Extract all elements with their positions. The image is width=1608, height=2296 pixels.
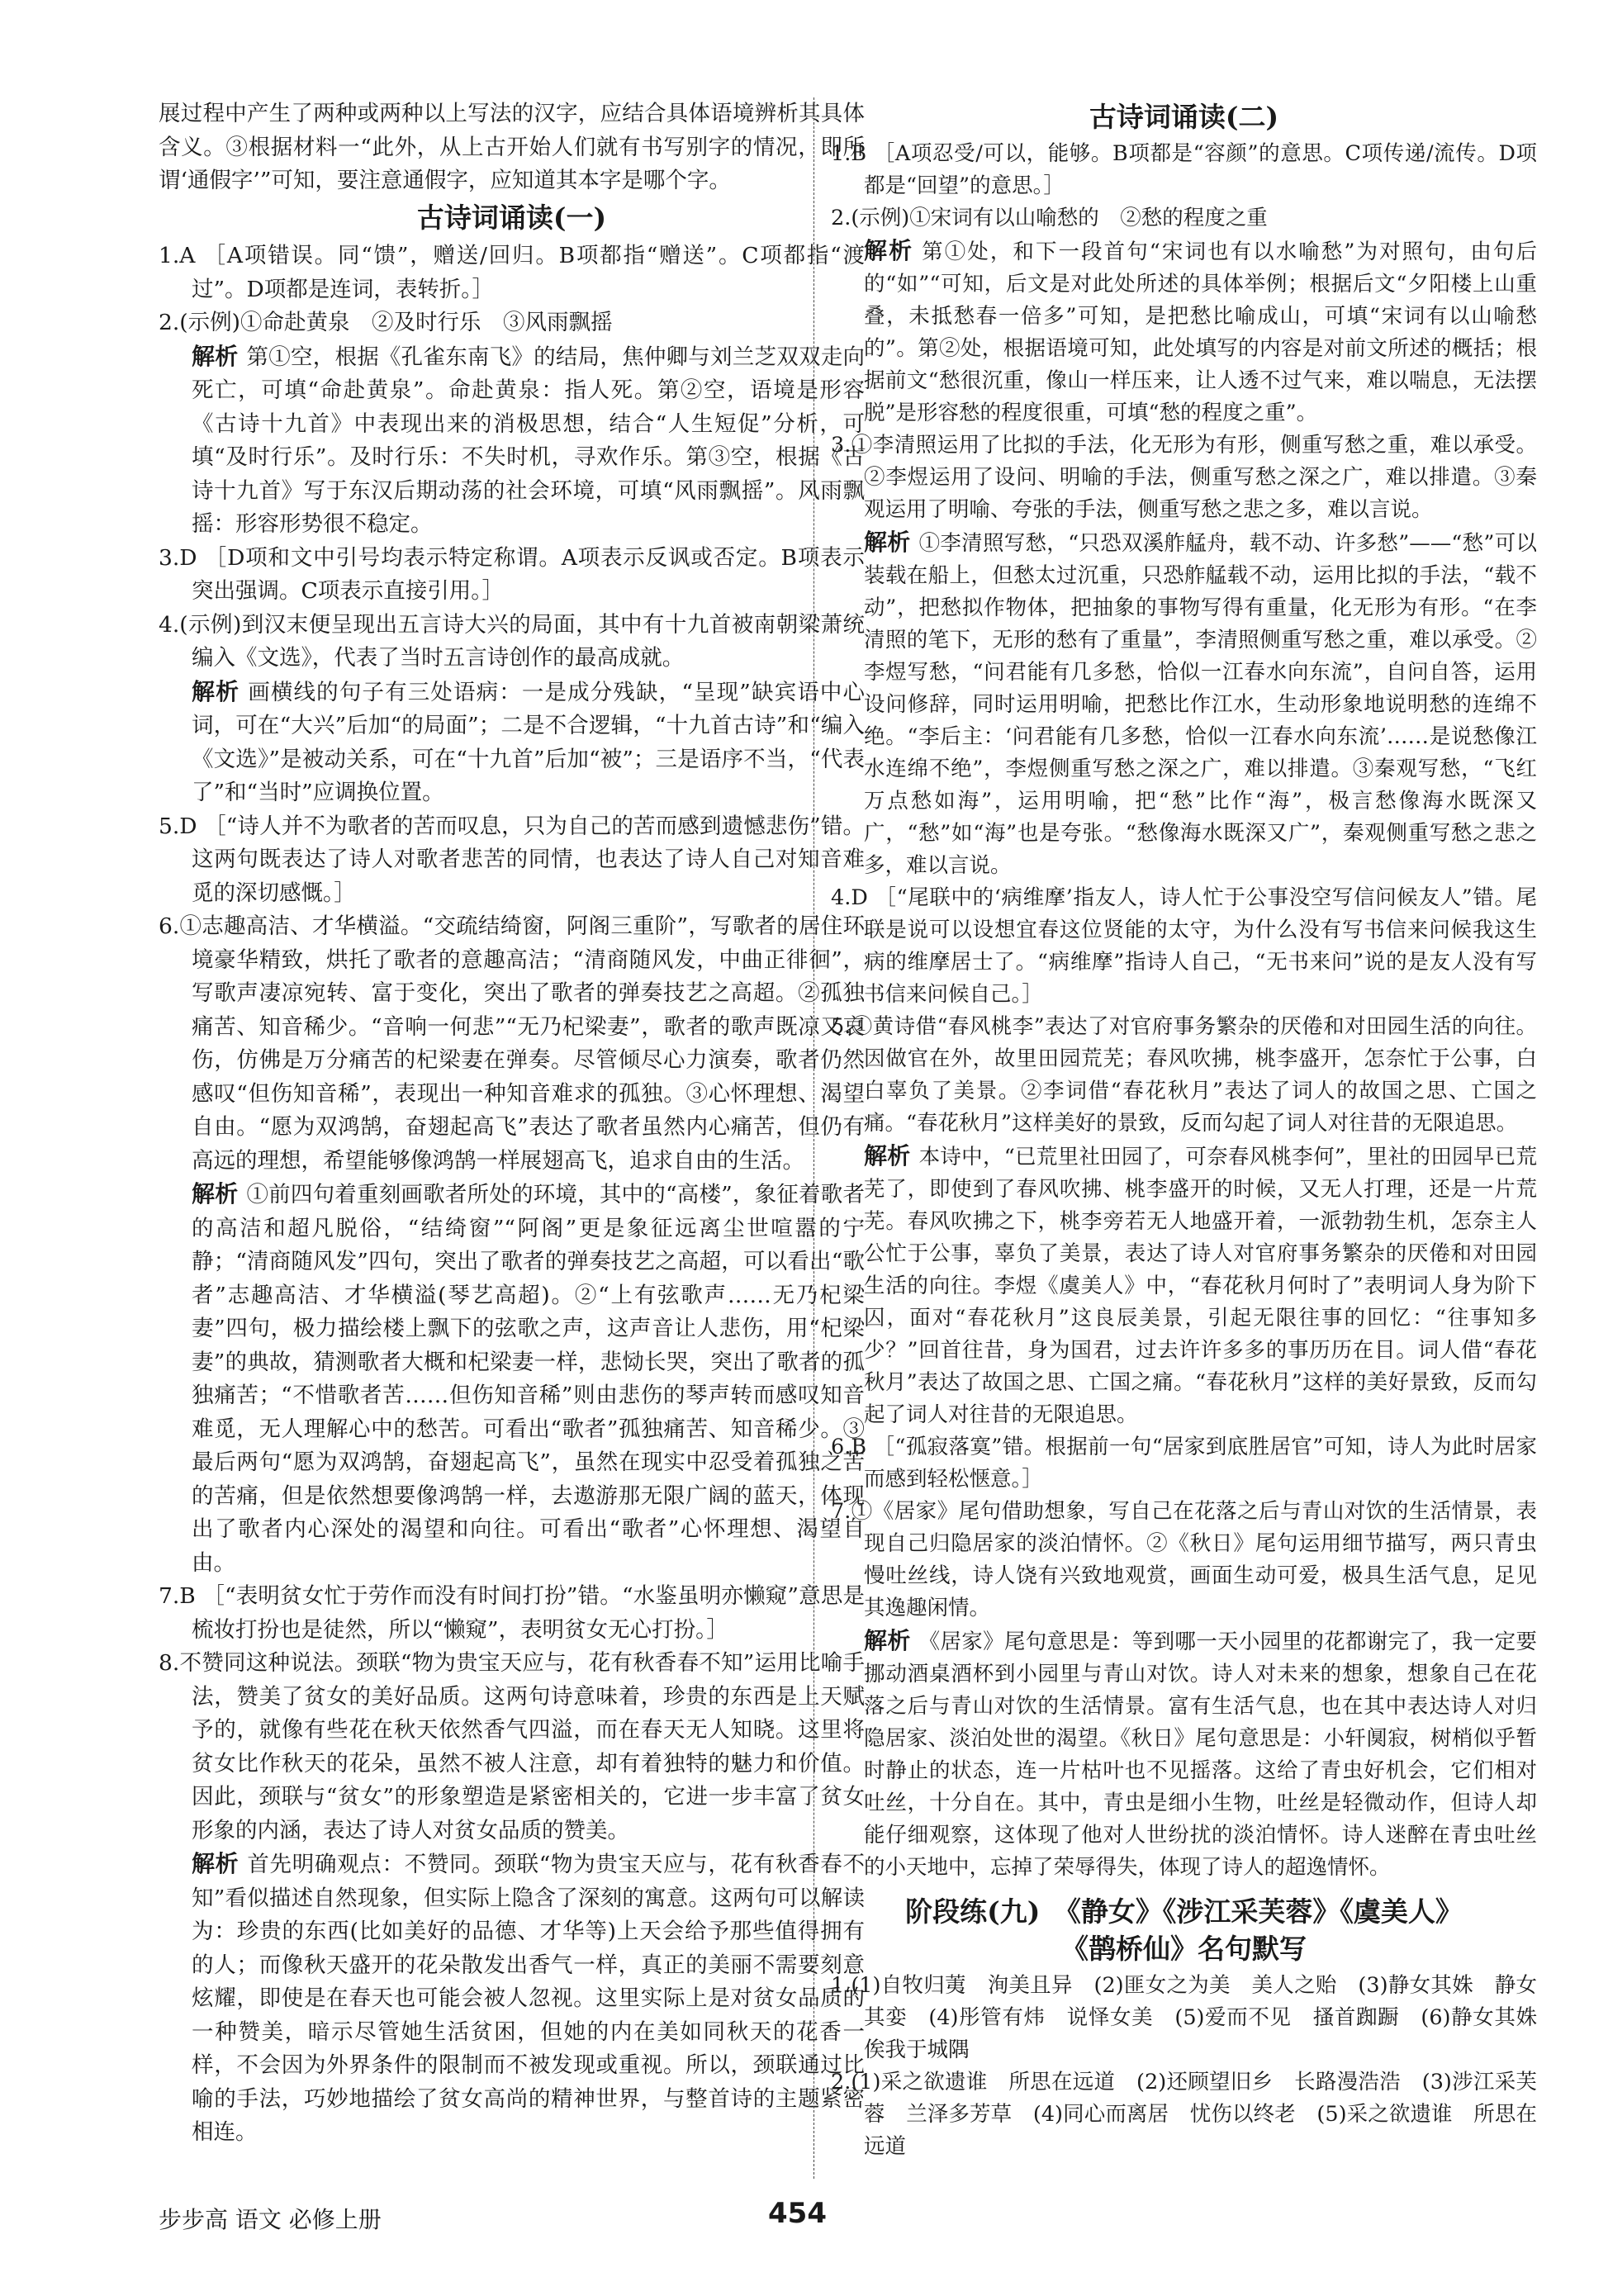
answer-item: 4.(示例)到汉末便呈现出五言诗大兴的局面，其中有十九首被南朝梁萧统编入《文选》，代表了当时五言诗创作的最高成就。	[159, 611, 865, 671]
analysis-paragraph	[159, 676, 865, 810]
analysis-text: 本诗中，“已荒里社田园了，可奈春风桃李何”，里社的田园早已荒芜了，即使到了春风吹拂、桃李盛开的时候，又无人打理，还是一片荒芜。春风吹拂之下，桃李旁若无人地盛开着，一派勃勃生机，怎奈主人公忙于公事，辜负了美景，表达了诗人对官府事务繁杂的厌倦和对田园生活的向往。李煜《虞美人》中，“春花秋月何时了”表明词人身为阶下囚，面对“春花秋月”这良辰美景，引起无限往事的回忆：“往事知多少？”回首往昔，身为国君，过去许许多多的事历历在目。词人借“春花秋月”表达了故国之思、亡国之痛。“春花秋月”这样的美好景致，反而勾起了词人对往昔的无限追思。	[864, 1145, 1537, 1427]
answer-item: 6.①志趣高洁、才华横溢。“交疏结绮窗，阿阁三重阶”，写歌者的居住环境豪华精致，烘托了歌者的意趣高洁；“清商随风发，中曲正徘徊”，写歌声凄凉宛转、富于变化，突出了歌者的弹奏技艺之高超。②孤独痛苦、知音稀少。“音响一何悲”“无乃杞梁妻”，歌者的歌声既凉又哀伤，仿佛是万分痛苦的杞梁妻在弹奏。尽管倾尽心力演奏，歌者仍然感叹“但伤知音稀”，表现出一种知音难求的孤独。③心怀理想、渴望自由。“愿为双鸿鹄，奋翅起高飞”表达了歌者虽然内心痛苦，但仍有高远的理想，希望能够像鸿鹄一样展翅高飞，追求自由的生活。	[159, 913, 865, 1174]
left-answer-list	[159, 240, 865, 2150]
column-divider	[813, 97, 814, 2179]
analysis-text: 第①处，和下一段首句“宋词也有以水喻愁”为对照句，由句后的“如”“可知，后文是对此处所述的具体举例；根据后文“夕阳楼上山重叠，未抵愁春一倍多”可知，是把愁比喻成山，可填“宋词有以山喻愁的”。第②处，根据语境可知，此处填写的内容是对前文所述的概括；根据前文“愁很沉重，像山一样压来，让人透不过气来，难以喘息，无法摆脱”是形容愁的程度很重，可填“愁的程度之重”。	[864, 240, 1537, 425]
analysis-label: 解析	[192, 1850, 240, 1877]
analysis-text: 画横线的句子有三处语病：一是成分残缺，“呈现”缺宾语中心词，可在“大兴”后加“的局面”；二是不合逻辑，“十九首古诗”和“编入《文选》”是被动关系，可在“十九首”后加“被”；三是语序不当，“代表了”和“当时”应调换位置。	[192, 679, 865, 805]
analysis-paragraph	[159, 340, 865, 542]
analysis-label: 解析	[864, 1627, 911, 1654]
stage-title: 阶段练(九) 《静女》《涉江采芙蓉》《虞美人》	[905, 1895, 1463, 1928]
answer-item: 7.①《居家》尾句借助想象，写自己在花落之后与青山对饮的生活情景，表现自己归隐居家的淡泊情怀。②《秋日》尾句运用细节描写，两只青虫慢吐丝线，诗人饶有兴致地观赏，画面生动可爱，极具生活气息，足见其逸趣闲情。	[831, 1499, 1537, 1620]
answer-item: 3.D ［D项和文中引号均表示特定称谓。A项表示反讽或否定。B项表示突出强调。C项表示直接引用。］	[159, 544, 865, 604]
analysis-paragraph	[831, 526, 1537, 882]
analysis-text: ①李清照写愁，“只恐双溪舴艋舟，载不动、许多愁”——“愁”可以装载在船上，但愁太过沉重，只恐舴艋载不动，运用比拟的手法，“载不动”，把愁拟作物体，把抽象的事物写得有重量，化无形为有形。“在李清照的笔下，无形的愁有了重量”，李清照侧重写愁之重，难以承受。②李煜写愁，“问君能有几多愁，恰似一江春水向东流”，自问自答，运用设问修辞，同时运用明喻，把愁比作江水，生动形象地说明愁的连绵不绝。“李后主：‘问君能有几多愁，恰似一江春水向东流’……是说愁像江水连绵不绝”，李煜侧重写愁之深之广，难以排遣。③秦观写愁，“飞红万点愁如海”，运用明喻，把“愁”比作“海”，极言愁像海水既深又广，“愁”如“海”也是夸张。“愁像海水既深又广”，秦观侧重写愁之悲之多，难以言说。	[864, 531, 1537, 878]
analysis-text: 首先明确观点：不赞同。颈联“物为贵宝天应与，花有秋香春不知”看似描述自然现象，但实际上隐含了深刻的寓意。这两句可以解读为：珍贵的东西(比如美好的品德、才华等)上天会给予那些值得拥有的人；而像秋天盛开的花朵散发出香气一样，真正的美丽不需要刻意炫耀，即使是在春天也可能会被人忽视。这里实际上是对贫女品质的一种赞美，暗示尽管她生活贫困，但她的内在美如同秋天的花香一样，不会因为外界条件的限制而不被发现或重视。所以，颈联通过比喻的手法，巧妙地描绘了贫女高尚的精神世界，与整首诗的主题紧密相连。	[192, 1852, 865, 2145]
analysis-text: 第①空，根据《孔雀东南飞》的结局，焦仲卿与刘兰芝双双走向死亡，可填“命赴黄泉”。命赴黄泉：指人死。第②空，语境是形容《古诗十九首》中表现出来的消极思想，结合“人生短促”分析，可填“及时行乐”。及时行乐：不失时机，寻欢作乐。第③空，根据《古诗十九首》写于东汉后期动荡的社会环境，可填“风雨飘摇”。风雨飘摇：形容形势很不稳定。	[192, 344, 865, 537]
page-number: 454	[768, 2197, 827, 2230]
answer-item: 2.(示例)①命赴黄泉 ②及时行乐 ③风雨飘摇	[159, 310, 613, 335]
answer-item: 1.B ［A项忍受/可以，能够。B项都是“容颜”的意思。C项传递/流传。D项都是“回望”的意思。］	[831, 141, 1537, 198]
answer-item: 3.①李清照运用了比拟的手法，化无形为有形，侧重写愁之重，难以承受。②李煜运用了设问、明喻的手法，侧重写愁之深之广，难以排遣。③秦观运用了明喻、夸张的手法，侧重写愁之悲之多，难以言说。	[831, 433, 1537, 522]
section-title-1: 古诗词诵读(一)	[416, 201, 607, 234]
intro-paragraph: 展过程中产生了两种或两种以上写法的汉字，应结合具体语境辨析其具体含义。③根据材料一“此外，从上古开始人们就有书写别字的情况，即所谓‘通假字’”可知，要注意通假字，应知道其本字是哪个字。	[159, 101, 865, 193]
analysis-label: 解析	[864, 237, 914, 264]
right-column	[831, 97, 1558, 2163]
answer-item: 4.D ［“尾联中的‘病维摩’指友人，诗人忙于公事没空写信问候友人”错。尾联是说可以设想宜春这位贤能的太守，为什么没有写书信来问候我这生病的维摩居士了。“病维摩”指诗人自己，“无书来问”说的是友人没有写书信来问候自己。］	[831, 885, 1537, 1007]
answer-item: 8.不赞同这种说法。颈联“物为贵宝天应与，花有秋香春不知”运用比喻手法，赞美了贫女的美好品质。这两句诗意味着，珍贵的东西是上天赋予的，就像有些花在秋天依然香气四溢，而在春天无人知晓。这里将贫女比作秋天的花朵，虽然不被人注意，却有着独特的魅力和价值。因此，颈联与“贫女”的形象塑造是紧密相关的，它进一步丰富了贫女形象的内涵，表达了诗人对贫女品质的赞美。	[159, 1650, 865, 1843]
analysis-label: 解析	[192, 342, 239, 370]
analysis-label: 解析	[864, 1142, 911, 1169]
analysis-label: 解析	[192, 1180, 239, 1207]
answer-item: 5.D ［“诗人并不为歌者的苦而叹息，只为自己的苦而感到遗憾悲伤”错。这两句既表达了诗人对歌者悲苦的同情，也表达了诗人自己对知音难觅的深切感慨。］	[159, 813, 865, 906]
answer-item: 5.①黄诗借“春风桃李”表达了对官府事务繁杂的厌倦和对田园生活的向往。因做官在外，故里田园荒芜；春风吹拂，桃李盛开，怎奈忙于公事，白白辜负了美景。②李词借“春花秋月”表达了词人的故国之思、亡国之痛。“春花秋月”这样美好的景致，反而勾起了词人对往昔的无限追思。	[831, 1014, 1537, 1136]
analysis-paragraph	[159, 1848, 865, 2150]
analysis-paragraph	[831, 1140, 1537, 1431]
footer-book-title: 步步高 语文 必修上册	[159, 2206, 382, 2233]
answer-item: 7.B ［“表明贫女忙于劳作而没有时间打扮”错。“水鉴虽明亦懒窥”意思是梳妆打扮也是徒然，所以“懒窥”，表明贫女无心打扮。］	[159, 1583, 865, 1643]
right-answer-list	[831, 138, 1537, 1884]
analysis-paragraph	[159, 1178, 865, 1580]
analysis-label: 解析	[192, 677, 240, 705]
analysis-text: ①前四句着重刻画歌者所处的环境，其中的“高楼”，象征着歌者的高洁和超凡脱俗，“结绮窗”“阿阁”更是象征远离尘世喧嚣的宁静；“清商随风发”四句，突出了歌者的弹奏技艺之高超，可以看出“歌者”志趣高洁、才华横溢(琴艺高超)。②“上有弦歌声……无乃杞梁妻”四句，极力描绘楼上飘下的弦歌之声，这声音让人悲伤，用“杞梁妻”的典故，猜测歌者大概和杞梁妻一样，悲恸长哭，突出了歌者的孤独痛苦；“不惜歌者苦……但伤知音稀”则由悲伤的琴声转而感叹知音难觅，无人理解心中的愁苦。可看出“歌者”孤独痛苦、知音稀少。③最后两句“愿为双鸿鹄，奋翅起高飞”，虽然在现实中忍受着孤独之苦的苦痛，但是依然想要像鸿鹄一样，去遨游那无限广阔的蓝天，体现出了歌者内心深处的渴望和向往。可看出“歌者”心怀理想、渴望自由。	[192, 1182, 865, 1576]
left-column	[159, 97, 865, 2150]
recite-item: 1.(1)自牧归荑 洵美且异 (2)匪女之为美 美人之贻 (3)静女其姝 静女其娈 (4)彤管有炜 说怿女美 (5)爱而不见 搔首踟蹰 (6)静女其姝 俟我于城隅	[831, 1973, 1558, 2062]
answer-item: 1.A ［A项错误。同“馈”，赠送/回归。B项都指“赠送”。C项都指“渡过”。D项都是连词，表转折。］	[159, 243, 865, 302]
recite-answer-list	[831, 1970, 1558, 2163]
analysis-label: 解析	[864, 529, 911, 556]
analysis-paragraph	[831, 235, 1537, 429]
section-title-2: 古诗词诵读(二)	[1089, 101, 1279, 133]
analysis-paragraph	[831, 1625, 1537, 1884]
recite-item: 2.(1)采之欲遗谁 所思在远道 (2)还顾望旧乡 长路漫浩浩 (3)涉江采芙蓉 兰泽多芳草 (4)同心而离居 忧伤以终老 (5)采之欲遗谁 所思在远道	[831, 2070, 1537, 2159]
stage-subtitle: 《鹊桥仙》名句默写	[1061, 1933, 1307, 1965]
answer-item: 2.(示例)①宋词有以山喻愁的 ②愁的程度之重	[831, 206, 1268, 230]
answer-item: 6.B ［“孤寂落寞”错。根据前一句“居家到底胜居官”可知，诗人为此时居家而感到轻松惬意。］	[831, 1435, 1537, 1492]
analysis-text: 《居家》尾句意思是：等到哪一天小园里的花都谢完了，我一定要挪动酒桌酒杯到小园里与青山对饮。诗人对未来的想象，想象自己在花落之后与青山对饮的生活情景。富有生活气息，也在其中表达诗人对归隐居家、淡泊处世的渴望。《秋日》尾句意思是：小轩阒寂，树梢似乎暂时静止的状态，连一片枯叶也不见摇落。这给了青虫好机会，它们相对吐丝，十分自在。其中，青虫是细小生物，吐丝是轻微动作，但诗人却能仔细观察，这体现了他对人世纷扰的淡泊情怀。诗人迷醉在青虫吐丝的小天地中，忘掉了荣辱得失，体现了诗人的超逸情怀。	[864, 1629, 1537, 1880]
